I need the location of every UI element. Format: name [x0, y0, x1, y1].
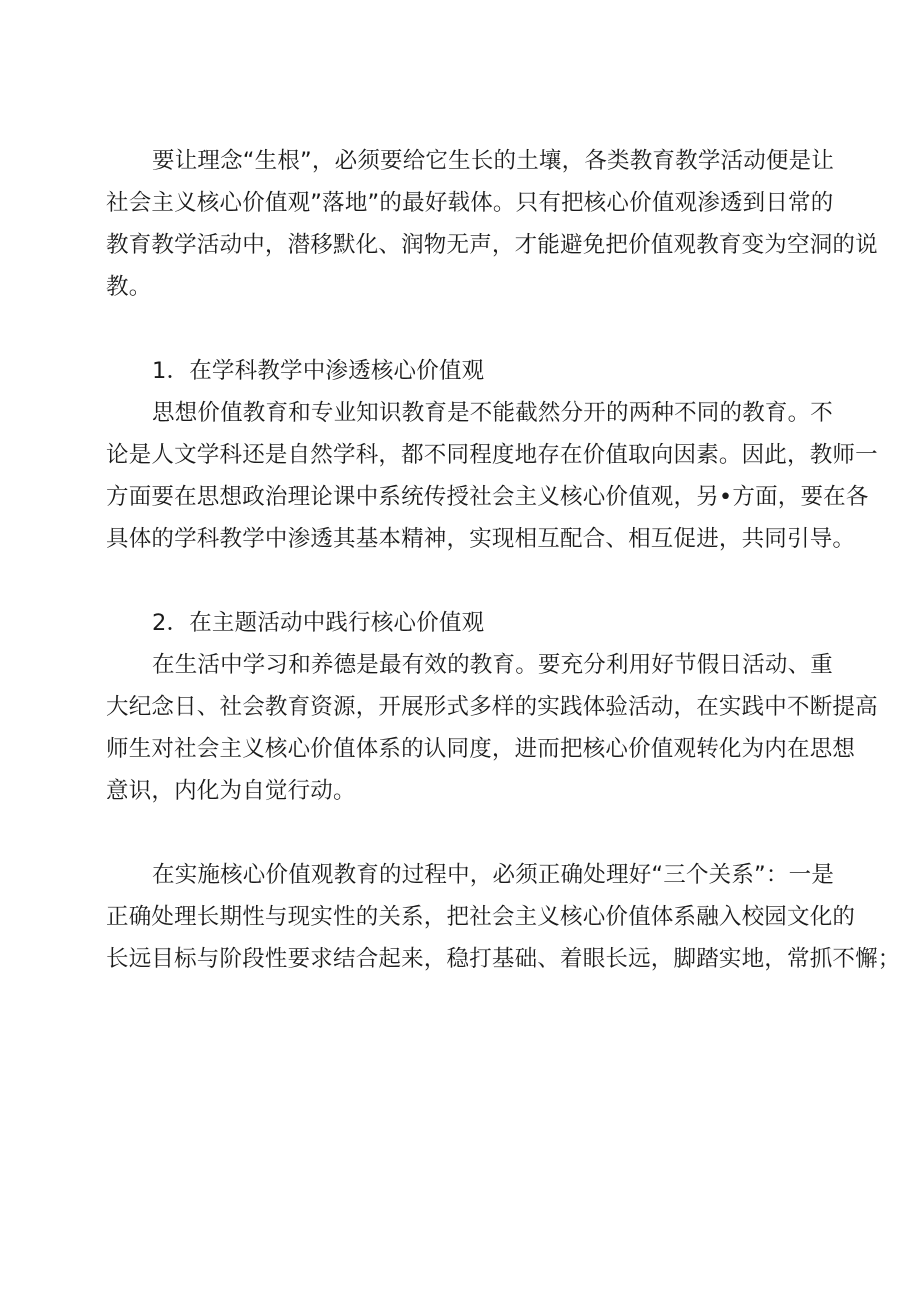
text-line: 在实施核心价值观教育的过程中，必须正确处理好“三个关系”：一是 [152, 862, 835, 888]
paragraph-three-relations [106, 854, 901, 980]
paragraph-theme-activities [106, 644, 878, 812]
text-line: 大纪念日、社会教育资源，开展形式多样的实践体验活动，在实践中不断提高 [106, 694, 878, 720]
text-line: 教。 [106, 274, 152, 300]
text-line: 论是人文学科还是自然学科，都不同程度地存在价值取向因素。因此，教师一 [106, 442, 878, 468]
section-heading-2: 2．在主题活动中践行核心价值观 [152, 610, 485, 636]
text-line: 长远目标与阶段性要求结合起来，稳打基础、着眼长远，脚踏实地，常抓不懈； [106, 946, 901, 972]
document-body [106, 140, 901, 980]
text-line: 思想价值教育和专业知识教育是不能截然分开的两种不同的教育。不 [152, 400, 834, 426]
paragraph-intro [106, 140, 878, 308]
text-line: 师生对社会主义核心价值体系的认同度，进而把核心价值观转化为内在思想 [106, 736, 856, 762]
text-line: 方面要在思想政治理论课中系统传授社会主义核心价值观，另•方面，要在各 [106, 484, 869, 510]
text-line: 正确处理长期性与现实性的关系，把社会主义核心价值体系融入校园文化的 [106, 904, 856, 930]
paragraph-gap [106, 812, 826, 854]
text-line: 在生活中学习和养德是最有效的教育。要充分利用好节假日活动、重 [152, 652, 834, 678]
paragraph-gap [106, 308, 826, 350]
text-line: 意识，内化为自觉行动。 [106, 778, 356, 804]
text-line: 要让理念“生根”，必须要给它生长的土壤，各类教育教学活动便是让 [152, 148, 835, 174]
paragraph-gap [106, 560, 826, 602]
text-line: 具体的学科教学中渗透其基本精神，实现相互配合、相互促进，共同引导。 [106, 526, 856, 552]
paragraph-subject-teaching [106, 392, 878, 560]
text-line: 教育教学活动中，潜移默化、润物无声，才能避免把价值观教育变为空洞的说 [106, 232, 878, 258]
text-line: 社会主义核心价值观”落地”的最好载体。只有把核心价值观渗透到日常的 [106, 190, 834, 216]
section-heading-1: 1．在学科教学中渗透核心价值观 [152, 358, 485, 384]
